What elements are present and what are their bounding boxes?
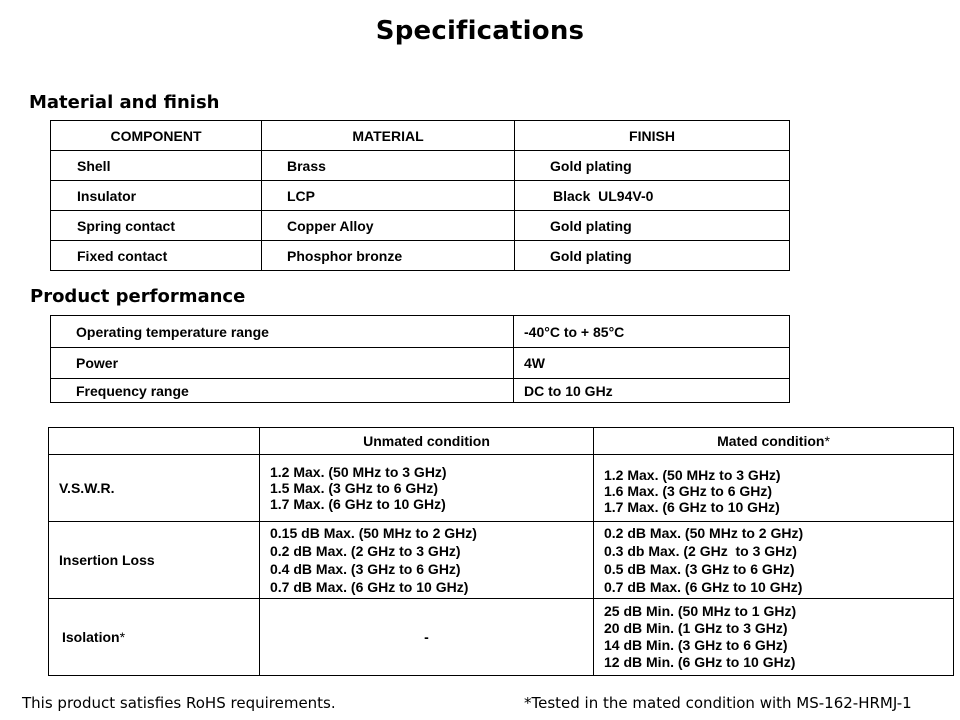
material-cell: Brass <box>262 151 515 181</box>
table-row <box>51 211 790 241</box>
isolation-mated-cell <box>594 599 954 676</box>
performance-table <box>50 315 790 403</box>
table-row <box>51 181 790 211</box>
spec-line: 0.7 dB Max. (6 GHz to 10 GHz) <box>270 579 469 595</box>
spec-line: 0.3 db Max. (2 GHz to 3 GHz) <box>604 543 797 559</box>
table-row <box>51 241 790 271</box>
finish-cell: Black UL94V-0 <box>515 181 790 211</box>
isolation-unmated-cell: - <box>260 599 594 676</box>
spec-line: 14 dB Min. (3 GHz to 6 GHz) <box>604 637 788 653</box>
table-row <box>51 151 790 181</box>
vswr-label: V.S.W.R. <box>49 455 260 522</box>
rohs-note: This product satisfies RoHS requirements. <box>22 694 336 712</box>
component-cell: Shell <box>51 151 262 181</box>
vswr-unmated-cell <box>260 455 594 522</box>
table-row <box>49 599 954 676</box>
material-cell: Phosphor bronze <box>262 241 515 271</box>
spec-line: 0.7 dB Max. (6 GHz to 10 GHz) <box>604 579 803 595</box>
spec-line: 20 dB Min. (1 GHz to 3 GHz) <box>604 620 788 636</box>
insertion-loss-unmated-cell <box>260 522 594 599</box>
value-cell: 4W <box>514 348 790 379</box>
material-table <box>50 120 790 271</box>
property-cell: Frequency range <box>51 379 514 403</box>
value-cell: DC to 10 GHz <box>514 379 790 403</box>
finish-cell: Gold plating <box>515 151 790 181</box>
column-header-material: MATERIAL <box>262 121 515 151</box>
component-cell: Fixed contact <box>51 241 262 271</box>
finish-cell: Gold plating <box>515 211 790 241</box>
spec-line: 25 dB Min. (50 MHz to 1 GHz) <box>604 603 797 619</box>
isolation-label-cell <box>49 599 260 676</box>
column-header-mated <box>594 428 954 455</box>
component-cell: Spring contact <box>51 211 262 241</box>
table-row <box>51 316 790 348</box>
material-cell: Copper Alloy <box>262 211 515 241</box>
page-title: Specifications <box>375 16 585 46</box>
table-row <box>49 522 954 599</box>
spec-line: 1.7 Max. (6 GHz to 10 GHz) <box>270 496 446 512</box>
column-header-unmated: Unmated condition <box>260 428 594 455</box>
table-header-row <box>51 121 790 151</box>
spec-line: 1.2 Max. (50 MHz to 3 GHz) <box>604 467 781 483</box>
blank-header-cell <box>49 428 260 455</box>
spec-line: 0.2 dB Max. (2 GHz to 3 GHz) <box>270 543 461 559</box>
isolation-label: Isolation <box>62 629 120 645</box>
table-row <box>51 379 790 403</box>
property-cell: Power <box>51 348 514 379</box>
spec-line: 12 dB Min. (6 GHz to 10 GHz) <box>604 654 796 670</box>
spec-line: 1.7 Max. (6 GHz to 10 GHz) <box>604 499 780 515</box>
table-row <box>51 348 790 379</box>
footnote-mark: * <box>824 433 830 449</box>
table-row <box>49 455 954 522</box>
spec-line: 1.5 Max. (3 GHz to 6 GHz) <box>270 480 439 496</box>
component-cell: Insulator <box>51 181 262 211</box>
condition-table <box>48 427 954 676</box>
value-cell: -40°C to + 85°C <box>514 316 790 348</box>
table-header-row <box>49 428 954 455</box>
spec-line: 0.5 dB Max. (3 GHz to 6 GHz) <box>604 561 795 577</box>
property-cell: Operating temperature range <box>51 316 514 348</box>
spec-line: 0.4 dB Max. (3 GHz to 6 GHz) <box>270 561 461 577</box>
column-header-component: COMPONENT <box>51 121 262 151</box>
insertion-loss-label: Insertion Loss <box>49 522 260 599</box>
spec-line: 0.15 dB Max. (50 MHz to 2 GHz) <box>270 525 477 541</box>
insertion-loss-mated-cell <box>594 522 954 599</box>
mated-header-label: Mated condition <box>717 433 825 449</box>
footnote-mark: * <box>119 629 126 645</box>
spec-line: 0.2 dB Max. (50 MHz to 2 GHz) <box>604 525 804 541</box>
test-footnote: *Tested in the mated condition with MS-162-HRMJ-1 <box>524 694 912 712</box>
finish-cell: Gold plating <box>515 241 790 271</box>
vswr-mated-cell <box>594 455 954 522</box>
performance-heading: Product performance <box>30 286 246 307</box>
material-heading: Material and finish <box>29 92 220 113</box>
material-cell: LCP <box>262 181 515 211</box>
column-header-finish: FINISH <box>515 121 790 151</box>
spec-line: 1.2 Max. (50 MHz to 3 GHz) <box>270 464 447 480</box>
spec-line: 1.6 Max. (3 GHz to 6 GHz) <box>604 483 773 499</box>
